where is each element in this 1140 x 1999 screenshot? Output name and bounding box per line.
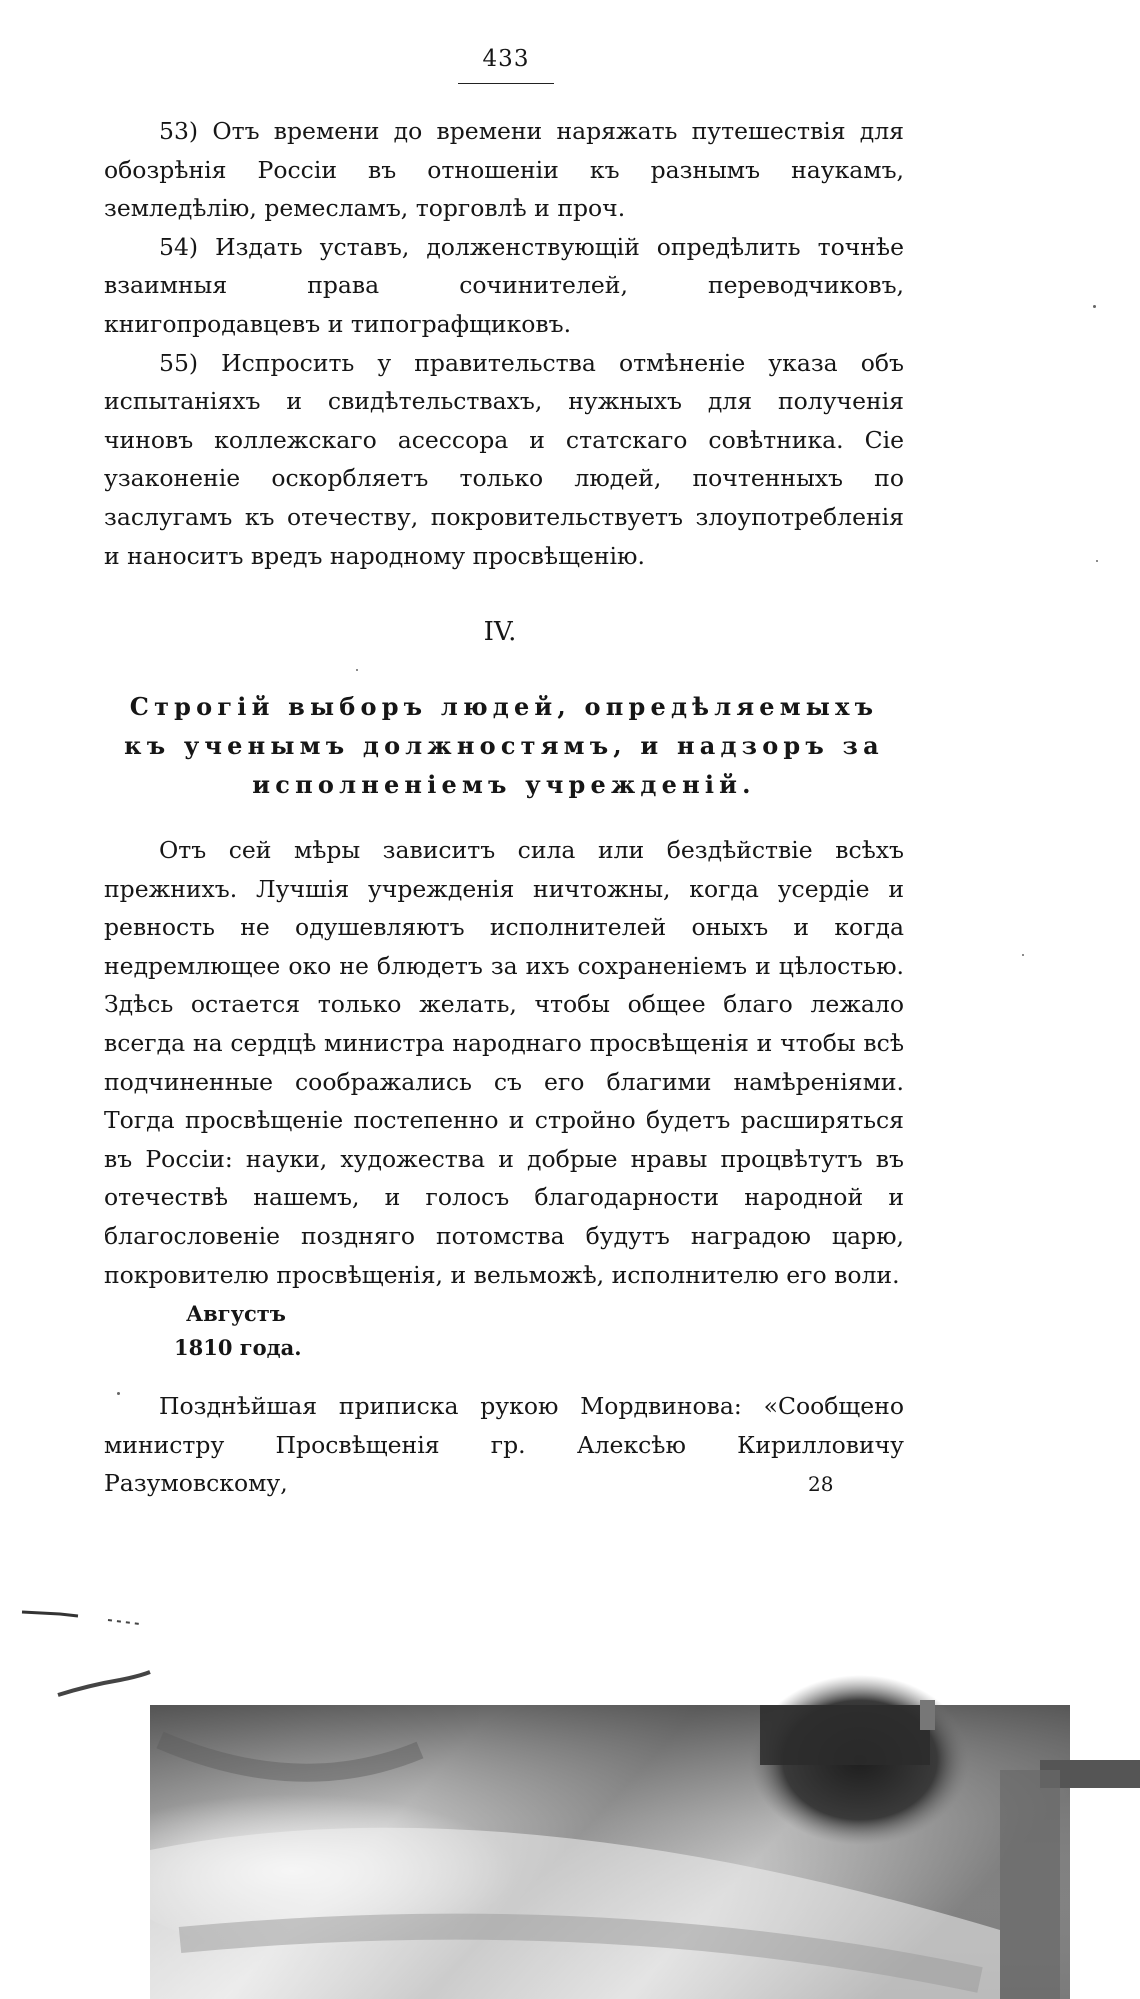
scan-dust-speck (117, 1392, 120, 1395)
scan-dust-speck (1093, 305, 1096, 308)
item-label: 54) (159, 232, 199, 261)
section-paragraph: Отъ сей мѣры зависитъ сила или бездѣйствіе всѣхъ прежнихъ. Лучшія учрежденія ничтожны, когда усердіе и ревность не одушевляютъ исполнителей оныхъ и когда недремлющее око не блюдетъ за ихъ сохраненіемъ и цѣлостью. Здѣсь остается только желать, чтобы общее благо лежало всегда на сердцѣ министра народнаго просвѣщенія и чтобы всѣ подчиненные соображались съ его благими намѣреніями. Тогда просвѣщеніе постепенно и стройно будетъ расширяться въ Россіи: науки, художества и добрые нравы процвѣтутъ въ отечествѣ нашемъ, и голосъ благодарности народной и благословеніе позднягo потомства будутъ наградою царю, покровителю просвѣщенія, и вельможѣ, исполнителю его воли. (104, 836, 904, 1289)
sheet-number: 28 (808, 1472, 834, 1496)
item-label: 55) (159, 348, 199, 377)
scan-dust-speck (1022, 954, 1024, 956)
signature-year: 1810 года. (174, 1335, 302, 1360)
item-55 (104, 344, 904, 576)
signature-block (168, 1297, 302, 1365)
page-number: 433 (482, 46, 530, 72)
item-label: 53) (159, 117, 199, 145)
item-54 (104, 228, 904, 344)
item-text: Отъ времени до времени наряжать путешествія для обозрѣнія Россіи въ отношеніи къ разнымъ наукамъ, земледѣлію, ремесламъ, торговлѣ и проч. (104, 117, 904, 223)
scan-dust-speck (356, 669, 358, 671)
later-note (104, 1387, 904, 1503)
scan-smear-artifact (0, 1600, 1140, 1999)
numbered-items (104, 112, 904, 575)
section-numeral: IV. (483, 617, 517, 647)
section-title: Строгій выборъ людей, опредѣляемыхъ къ ученымъ должностямъ, и надзоръ за исполненіемъ учрежденій. (124, 692, 884, 799)
scan-dust-speck (1096, 560, 1098, 562)
item-53 (104, 112, 904, 228)
note-paragraph: Позднѣйшая приписка рукою Мордвинова: «Сообщено министру Просвѣщенія гр. Алексѣю Кирилловичу Разумовскому, (104, 1392, 904, 1498)
page-number-rule (458, 83, 554, 84)
item-text: Издать уставъ, долженствующій опредѣлить точнѣе взаимныя права сочинителей, переводчиковъ, книгопродавцевъ и типографщиковъ. (104, 232, 904, 338)
item-text: Испросить у правительства отмѣненіе указа объ испытаніяхъ и свидѣтельствахъ, нужныхъ для полученія чиновъ коллежскаго асессора и статскаго совѣтника. Сіе узаконеніе оскорбляетъ только людей, почтенныхъ по заслугамъ къ отечеству, покровительствуетъ злоупотребленія и наноситъ вредъ народному просвѣщенію. (104, 348, 904, 570)
section-body (104, 831, 904, 1294)
signature-month: Августъ (186, 1301, 286, 1326)
